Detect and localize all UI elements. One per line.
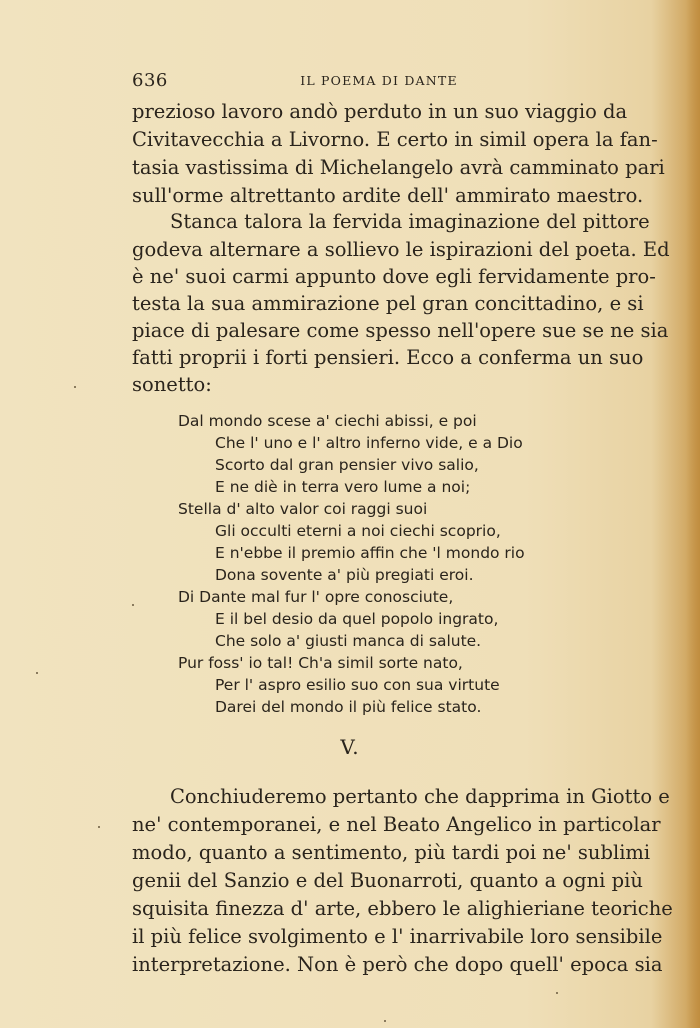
text-line: squisita finezza d' arte, ebbero le alighieriane teoriche <box>132 897 673 920</box>
text-line: interpretazione. Non è però che dopo quell' epoca sia <box>132 953 663 976</box>
text-line: il più felice svolgimento e l' inarrivabile loro sensibile <box>132 925 663 948</box>
text-line: tasia vastissima di Michelangelo avrà camminato pari <box>132 156 665 179</box>
verse-line: E il bel desio da quel popolo ingrato, <box>215 610 499 628</box>
text-line: Conchiuderemo pertanto che dapprima in Giotto e <box>170 785 670 808</box>
text-line: godeva alternare a sollievo le ispirazioni del poeta. Ed <box>132 238 670 261</box>
verse-line: Darei del mondo il più felice stato. <box>215 698 482 716</box>
paper-speck <box>556 992 558 994</box>
text-line: Civitavecchia a Livorno. E certo in simil opera la fan- <box>132 128 658 151</box>
paper-speck <box>384 1020 386 1022</box>
text-line: sull'orme altrettanto ardite dell' ammirato maestro. <box>132 184 644 207</box>
text-line: piace di palesare come spesso nell'opere sue se ne sia <box>132 319 669 342</box>
text-line: prezioso lavoro andò perduto in un suo viaggio da <box>132 100 628 123</box>
verse-line: Scorto dal gran pensier vivo salio, <box>215 456 479 474</box>
text-line: ne' contemporanei, e nel Beato Angelico in particolar <box>132 813 661 836</box>
verse-line: Che l' uno e l' altro inferno vide, e a Dio <box>215 434 523 452</box>
text-line: modo, quanto a sentimento, più tardi poi ne' sublimi <box>132 841 651 864</box>
verse-line: Pur foss' io tal! Ch'a simil sorte nato, <box>178 654 463 672</box>
text-line: Stanca talora la fervida imaginazione del pittore <box>170 210 650 233</box>
text-line: è ne' suoi carmi appunto dove egli fervidamente pro- <box>132 265 656 288</box>
paper-speck <box>132 604 134 606</box>
paper-speck <box>98 826 100 828</box>
text-line: genii del Sanzio e del Buonarroti, quanto a ogni più <box>132 869 643 892</box>
paper-speck <box>36 672 38 674</box>
verse-line: Che solo a' giusti manca di salute. <box>215 632 482 650</box>
verse-line: Stella d' alto valor coi raggi suoi <box>178 500 428 518</box>
paper-speck <box>74 386 76 388</box>
verse-line: Di Dante mal fur l' opre conosciute, <box>178 588 454 606</box>
running-title: IL POEMA DI DANTE <box>300 73 458 88</box>
page-edge-shadow <box>686 0 700 1028</box>
verse-line: Dona sovente a' più pregiati eroi. <box>215 566 474 584</box>
text-line: sonetto: <box>132 373 212 396</box>
verse-line: Dal mondo scese a' ciechi abissi, e poi <box>178 412 477 430</box>
verse-line: E ne diè in terra vero lume a noi; <box>215 478 471 496</box>
section-heading: V. <box>340 735 360 759</box>
text-line: fatti proprii i forti pensieri. Ecco a conferma un suo <box>132 346 644 369</box>
page-header <box>132 70 626 94</box>
verse-line: Per l' aspro esilio suo con sua virtute <box>215 676 500 694</box>
verse-line: E n'ebbe il premio affin che 'l mondo rio <box>215 544 525 562</box>
page-number: 636 <box>132 70 168 91</box>
verse-line: Gli occulti eterni a noi ciechi scoprio, <box>215 522 501 540</box>
text-line: testa la sua ammirazione pel gran concittadino, e si <box>132 292 644 315</box>
